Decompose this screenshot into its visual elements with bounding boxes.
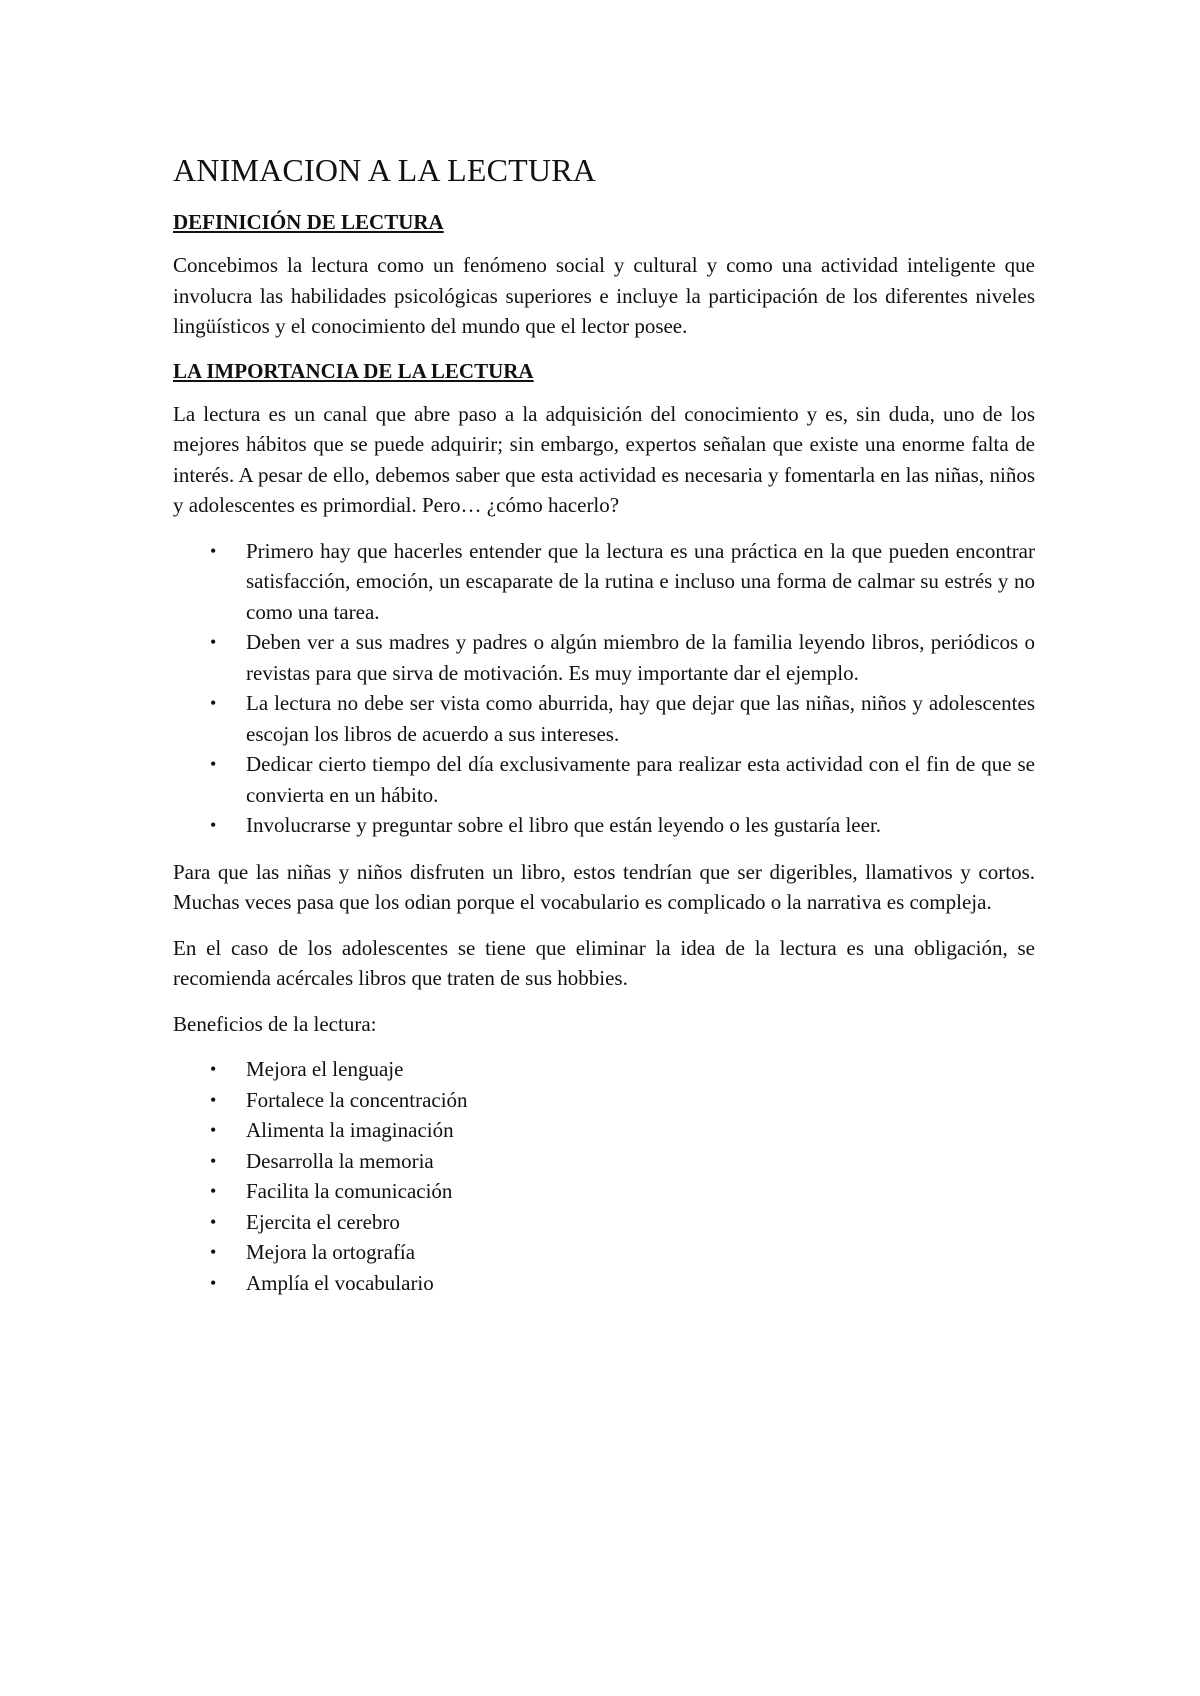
list-item-text: Primero hay que hacerles entender que la lectura es una práctica en la que pueden encontrar satisfacción, emoción, un escaparate de la rutina e incluso una forma de calmar su estrés y no como una tarea. [246, 538, 1035, 624]
list-item [173, 1207, 1035, 1238]
list-item [173, 1146, 1035, 1177]
list-item-text: Fortalece la concentración [246, 1087, 468, 1112]
section-heading-definicion: DEFINICIÓN DE LECTURA [173, 210, 444, 234]
list-item-text: Dedicar cierto tiempo del día exclusivamente para realizar esta actividad con el fin de que se convierta en un hábito. [246, 752, 1035, 807]
recommendations-list [173, 536, 1035, 841]
bullet-icon: • [210, 1059, 217, 1079]
bullet-icon: • [210, 1150, 217, 1171]
bullet-icon: • [210, 1272, 217, 1293]
bullet-icon: • [210, 754, 217, 774]
bullet-icon: • [210, 815, 217, 835]
list-item [173, 810, 1035, 841]
list-item [173, 688, 1035, 749]
list-item [173, 627, 1035, 688]
document-page [173, 150, 1035, 1314]
document-title: ANIMACION A LA LECTURA [173, 152, 597, 188]
list-item-text: Amplía el vocabulario [246, 1270, 434, 1295]
list-item-text: Mejora la ortografía [246, 1240, 416, 1264]
list-item [173, 749, 1035, 810]
bullet-icon: • [210, 1211, 217, 1232]
bullet-icon: • [210, 540, 217, 561]
bullet-icon: • [210, 1120, 217, 1140]
bullet-icon: • [210, 1089, 217, 1110]
section-heading-importancia: LA IMPORTANCIA DE LA LECTURA [173, 358, 534, 383]
list-item-text: Mejora el lenguaje [246, 1057, 404, 1081]
list-item-text: Facilita la comunicación [246, 1179, 453, 1203]
bullet-icon: • [210, 1181, 217, 1201]
list-item-text: Ejercita el cerebro [246, 1209, 400, 1234]
definition-paragraph: Concebimos la lectura como un fenómeno social y cultural y como una actividad inteligente que involucra las habilidades psicológicas superiores e incluye la participación de los diferentes niveles lingüísticos y el conocimiento del mundo que el lector posee. [173, 253, 1035, 338]
list-item [173, 1085, 1035, 1116]
children-paragraph: Para que las niñas y niños disfruten un libro, estos tendrían que ser digeribles, llamativos y cortos. Muchas veces pasa que los odian porque el vocabulario es complicado o la narrativa es compleja. [173, 859, 1035, 914]
list-item [173, 1268, 1035, 1299]
list-item-text: Alimenta la imaginación [246, 1118, 454, 1142]
list-item [173, 1115, 1035, 1146]
list-item [173, 1054, 1035, 1085]
bullet-icon: • [210, 693, 217, 713]
adolescents-paragraph: En el caso de los adolescentes se tiene que eliminar la idea de la lectura es una obligación, se recomienda acércales libros que traten de sus hobbies. [173, 935, 1035, 990]
importance-paragraph: La lectura es un canal que abre paso a la adquisición del conocimiento y es, sin duda, uno de los mejores hábitos que se puede adquirir; sin embargo, expertos señalan que existe una enorme falta de interés. A pesar de ello, debemos saber que esta actividad es necesaria y fomentarla en las niñas, niños y adolescentes es primordial. Pero… ¿cómo hacerlo? [173, 401, 1035, 517]
list-item [173, 1176, 1035, 1207]
list-item-text: La lectura no debe ser vista como aburrida, hay que dejar que las niñas, niños y adolescentes escojan los libros de acuerdo a sus intereses. [246, 691, 1035, 746]
list-item-text: Desarrolla la memoria [246, 1148, 434, 1173]
bullet-icon: • [210, 1242, 217, 1262]
benefits-list [173, 1054, 1035, 1298]
list-item-text: Involucrarse y preguntar sobre el libro que están leyendo o les gustaría leer. [246, 813, 882, 837]
benefits-intro: Beneficios de la lectura: [173, 1011, 377, 1036]
list-item-text: Deben ver a sus madres y padres o algún miembro de la familia leyendo libros, periódicos o revistas para que sirva de motivación. Es muy importante dar el ejemplo. [246, 630, 1035, 685]
list-item [173, 536, 1035, 628]
list-item [173, 1237, 1035, 1268]
bullet-icon: • [210, 632, 217, 652]
